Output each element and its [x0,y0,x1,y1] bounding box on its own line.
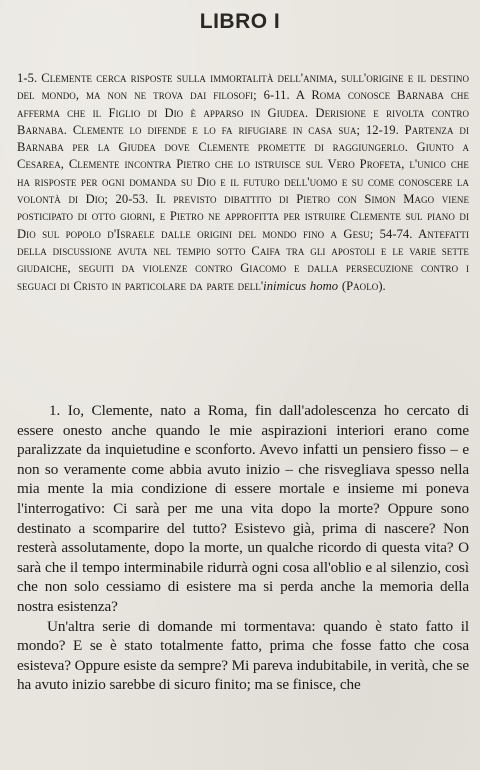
paragraph: Un'altra serie di domande mi tormentava: quando è stato fatto il mondo? E se è stato totalmente fatto, prima che fosse fatto che cosa esisteva? Oppure esiste da sempre? Mi pareva indubitabile, in verità, che se ha avuto inizio sarebbe di sicuro finito; ma se finisce, che [17,617,469,694]
summary-italic-text: inimicus homo [263,278,339,293]
chapter-summary [17,70,469,295]
paragraph: 1. Io, Clemente, nato a Roma, fin dall'adolescenza ho cercato di essere onesto anche quando le mie aspirazioni interiori erano come paralizzate da inquietudine e sconforto. Avevo infatti un pensiero fisso – e non so veramente come abbia avuto inizio – che risvegliava spesso nella mia mente la mia condizione di essere mortale e insieme mi poneva l'interrogativo: Ci sarà per me una vita dopo la morte? Oppure sono destinato a scomparire del tutto? Esistevo già, prima di nascere? Non resterà assolutamente, dopo la morte, un qualche ricordo di questa vita? O sarà che il tempo interminabile ridurrà ogni cosa all'oblio e al silenzio, così che non solo cessiamo di esistere ma si perda anche la memoria della nostra esistenza? [17,402,469,615]
page-title: LIBRO I [199,10,281,33]
body-text [17,401,469,695]
summary-text-end: (Paolo). [338,278,386,293]
summary-text: 1-5. Clemente cerca risposte sulla immortalità dell'anima, sull'origine e il destino del mondo, ma non ne trova dai filosofi; 6-11. A Roma conosce Barnaba che afferma che il Figlio di Dio è apparso in Giudea. Derisione e rivolta contro Barnaba. Clemente lo difende e lo fa rifugiare in casa sua; 12-19. Partenza di Barnaba per la Giudea dove Clemente promette di raggiungerlo. Giunto a Cesarea, Clemente incontra Pietro che lo istruisce sul Vero Profeta, l'unico che ha risposte per ogni domanda su Dio e il futuro dell'uomo e su come conoscere la volontà di Dio; 20-53. Il previsto dibattito di Pietro con Simon Mago viene posticipato di otto giorni, e Pietro ne approfitta per istruire Clemente sul piano di Dio sul popolo d'Israele dalle origini del mondo fino a Gesu; 54-74. Antefatti della discussione avuta nel tempio sotto Caifa tra gli apostoli e le varie sette giudaiche, seguiti da violenze contro Giacomo e dalla persecuzione contro i seguaci di Cristo in particolare da parte dell' [17,71,469,293]
